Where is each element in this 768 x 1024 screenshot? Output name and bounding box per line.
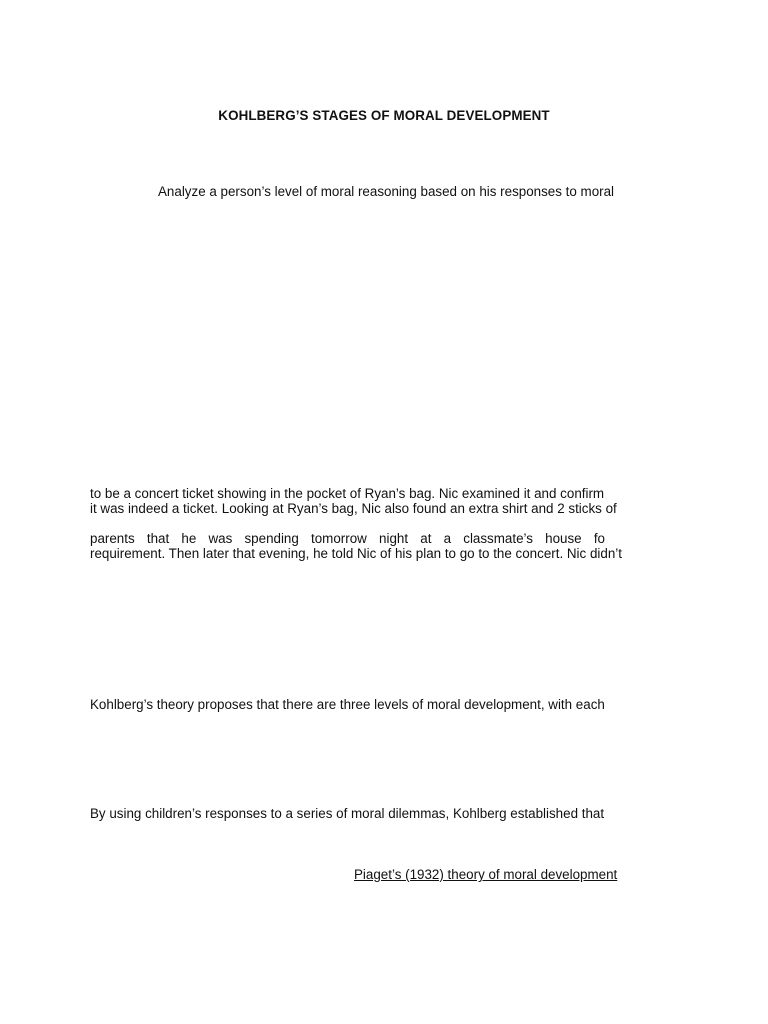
piaget-reference-link[interactable]: Piaget’s (1932) theory of moral development (354, 867, 618, 882)
paragraph-1-line-2: it was indeed a ticket. Looking at Ryan’s bag, Nic also found an extra shirt and 2 sticks of (90, 501, 617, 516)
paragraph-2-line-1: parents that he was spending tomorrow night at a classmate’s house fo (90, 531, 605, 546)
document-title: KOHLBERG’S STAGES OF MORAL DEVELOPMENT (218, 108, 550, 123)
theory-line: Kohlberg’s theory proposes that there are three levels of moral development, with each (90, 697, 605, 712)
intro-line: Analyze a person’s level of moral reasoning based on his responses to moral (158, 184, 615, 199)
dilemmas-line: By using children’s responses to a series of moral dilemmas, Kohlberg established that (90, 806, 605, 821)
paragraph-1-line-1: to be a concert ticket showing in the pocket of Ryan’s bag. Nic examined it and confirm (90, 486, 605, 501)
paragraph-2-line-2: requirement. Then later that evening, he told Nic of his plan to go to the concert. Nic didn’t (90, 546, 622, 561)
